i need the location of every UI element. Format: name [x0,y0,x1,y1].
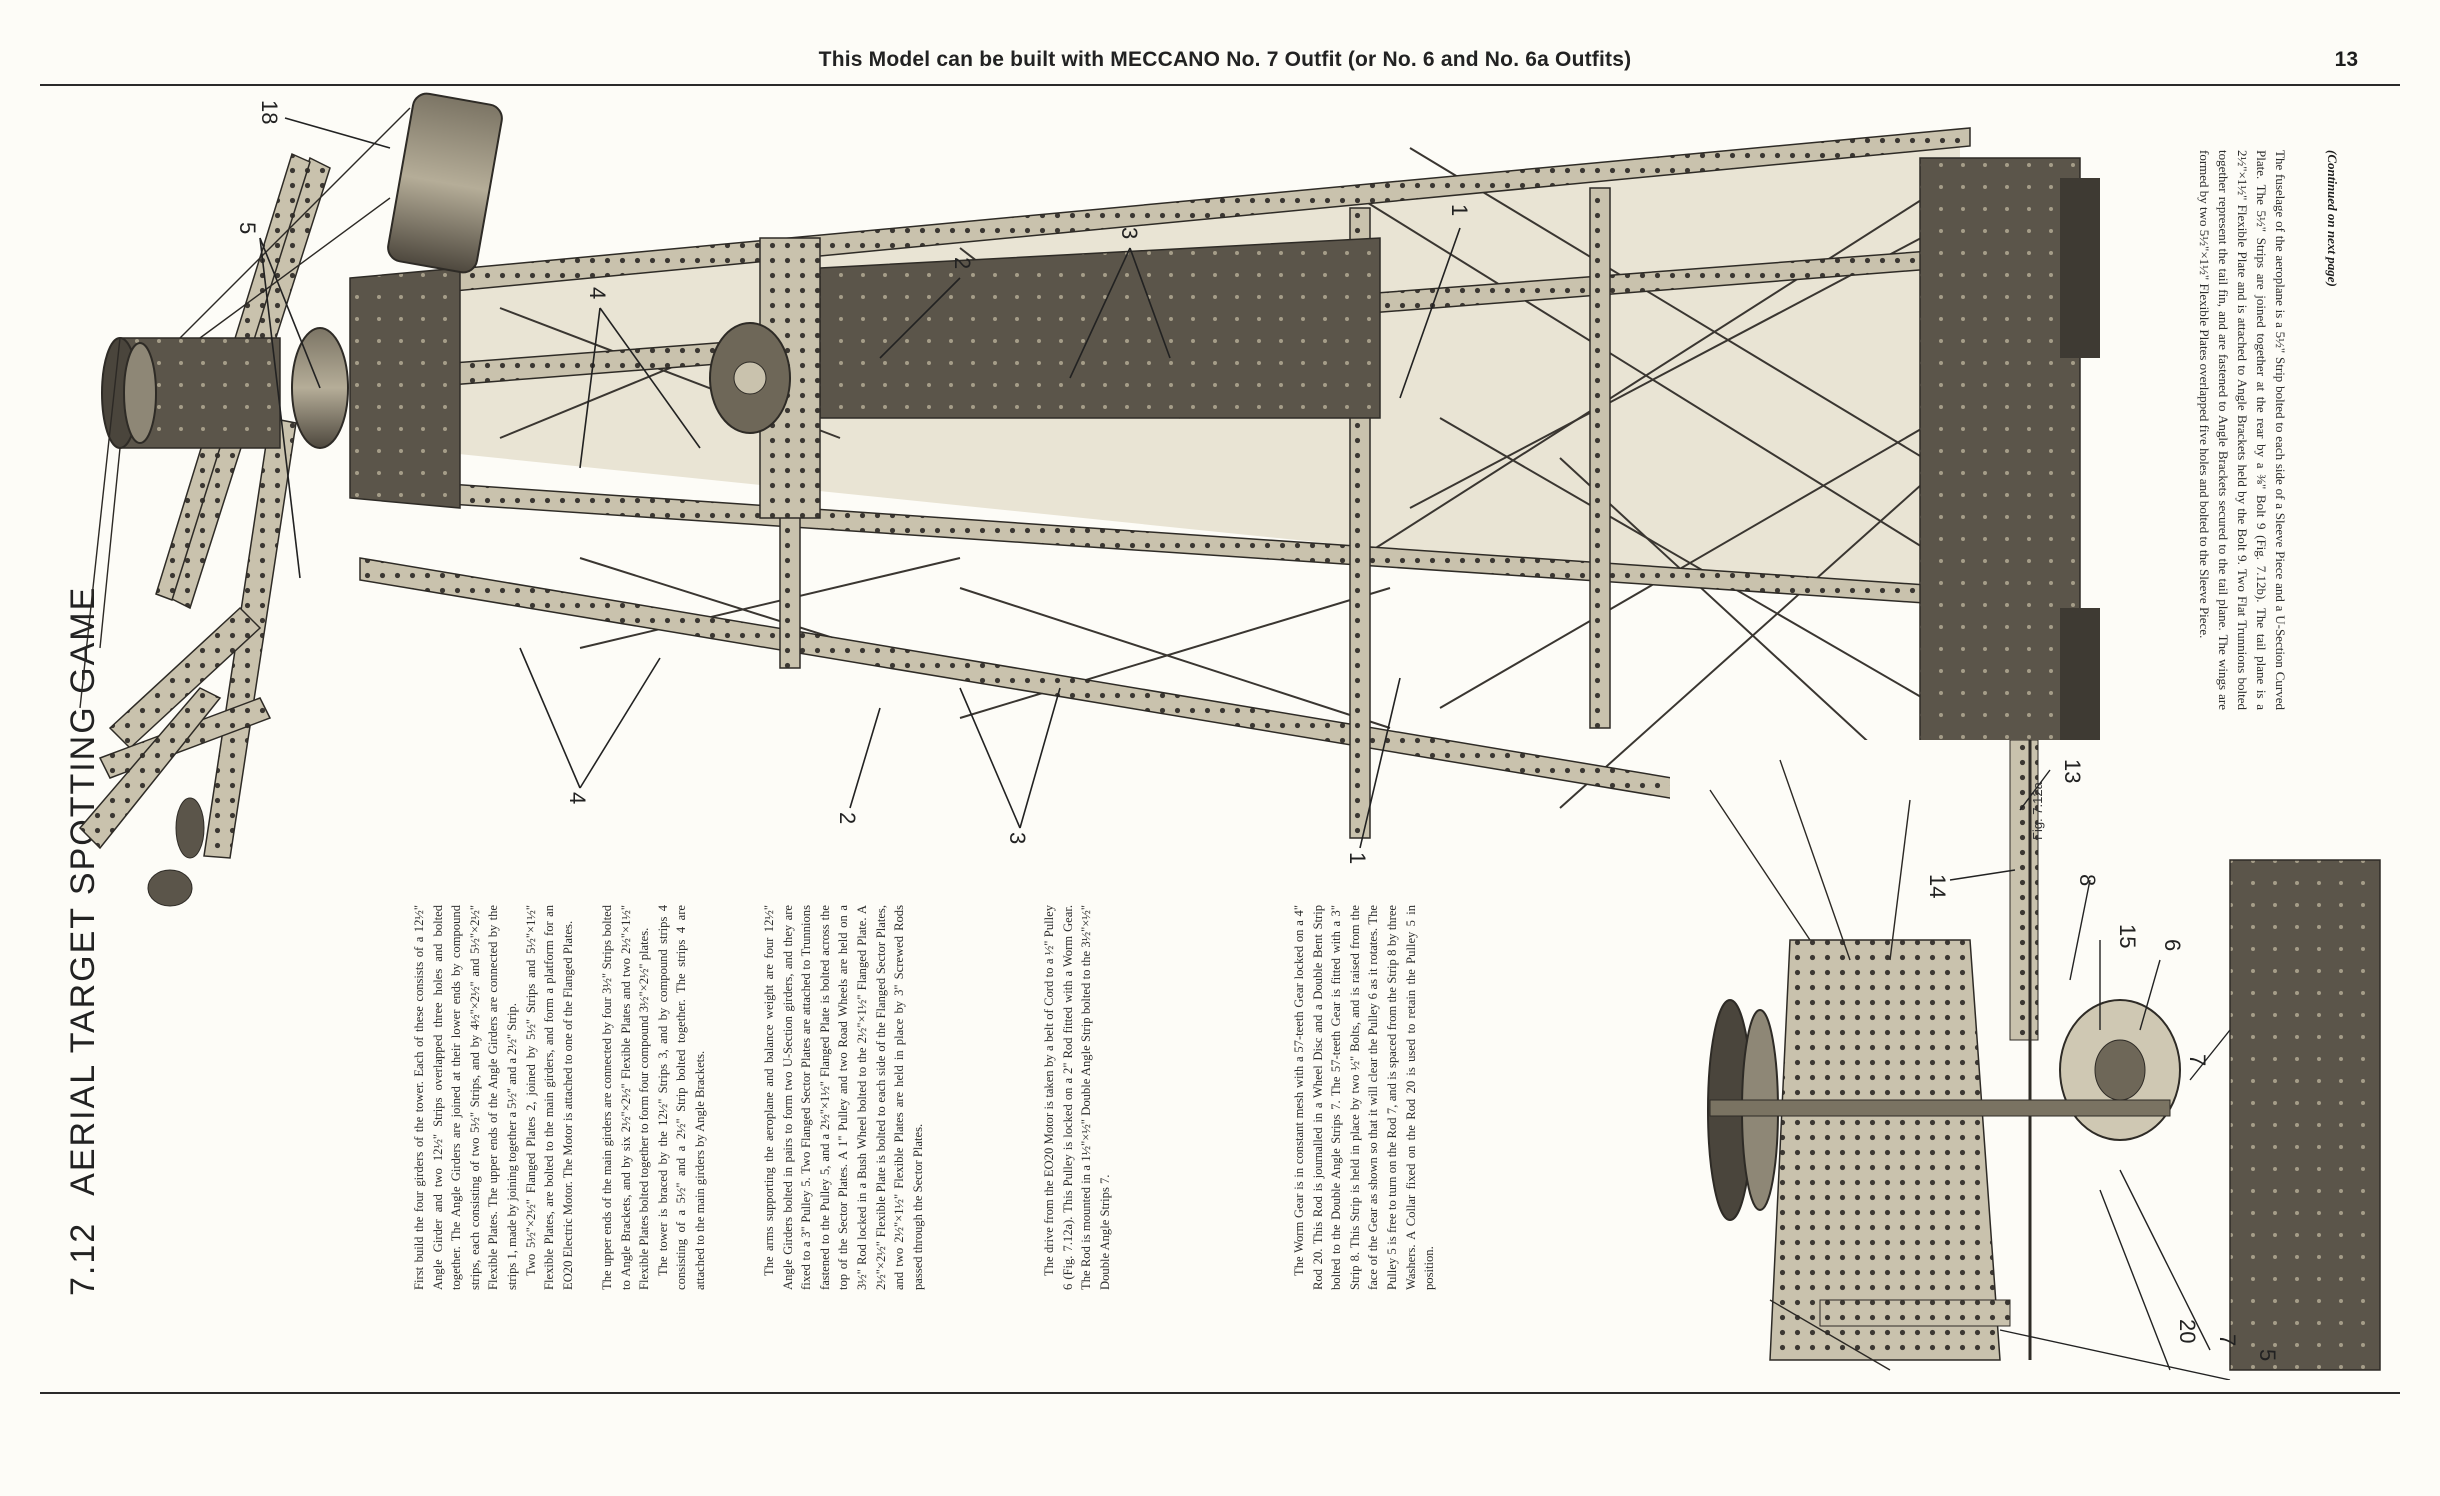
paragraph: The tower is braced by the 12½" Strips 3, and by compound strips 4 consisting of a 5½" and a 2½" Strip bolted together. The strips 4 are attached to the main girders by Angle Brackets. [655,905,707,1290]
callout-18: 18 [257,100,282,125]
callout-3-top: 3 [1117,227,1142,240]
body-column-3 [760,905,927,1290]
inset-callout-6: 6 [2160,939,2185,952]
tower-head [292,268,460,508]
inset-callout-7-bottom: 7 [2215,1334,2240,1347]
body-column-1 [410,905,577,1290]
paragraph: The upper ends of the main girders are connected by four 3½" Strips bolted to Angle Brackets, and by six 2½"×2½" Flexible Plates and two 2½"×1½" Flexible Plates bolted together to form four compound 3½"×2½" plates. [600,905,652,1290]
model-title: AERIAL TARGET SPOTTING GAME [64,585,102,1196]
fuselage-caption [2195,150,2290,710]
callout-3-bottom: 3 [1005,832,1030,845]
callout-4-top: 4 [585,287,610,300]
inset-callout-13: 13 [2060,759,2085,784]
inset-callout-14: 14 [1925,874,1950,899]
callout-2-top: 2 [950,257,975,270]
paragraph: The arms supporting the aeroplane and balance weight are four 12½" Angle Girders bolted in pairs to form two U-Section girders, and they are fixed to a 3" Pulley 5. Two Flanged Sector Plates are attached to Trunnions fastened to the Pulley 5, and a 2½"×1½" Flanged Plate is bolted across the top of the Sector Plates. A 1" Pulley and two Road Wheels are held on a 3½" Rod locked in a Bush Wheel bolted to the 2½"×1½" Flanged Plate. A 2½"×2½" Flexible Plate is bolted to each side of the Flanged Sector Plates, and two 2½"×1½" Flexible Plates are held in place by 3" Screwed Rods passed through the Sector Plates. [762,905,925,1290]
paragraph: The drive from the EO20 Motor is taken by a belt of Cord to a ½" Pulley 6 (Fig. 7.12a). This Pulley is locked on a 2" Rod fitted with a Worm Gear. The Rod is mounted in a 1½"×½" Double Angle Strip bolted to the 3½"×½" Double Angle Strips 7. [1042,905,1112,1290]
running-header: This Model can be built with MECCANO No. 7 Outfit (or No. 6 and No. 6a Outfits) [818,48,1632,71]
paragraph: Two 5½"×2½" Flanged Plates 2, joined by 5½" Strips and 5½"×1½" Flexible Plates, are bolted to the main girders, and form a platform for an EO20 Electric Motor. The Motor is attached to one of the Flanged Plates. [523,905,575,1290]
callout-5: 5 [235,222,260,235]
inset-callout-8: 8 [2075,874,2100,887]
inset-callout-7-top: 7 [2185,1054,2210,1067]
body-column-2 [598,905,710,1290]
figure-label: Fig. 7.12a [2030,782,2045,840]
header-rule [40,84,2400,86]
footer-rule [40,1392,2400,1394]
model-number: 7.12 [64,1221,102,1296]
paragraph: The Worm Gear is in constant mesh with a 57-teeth Gear locked on a 4" Rod 20. This Rod is journalled in a Wheel Disc and a Double Bent Strip bolted to the Double Angle Strips 7. The 57-teeth Gear is fitted with a 3" Strip 8. This Strip is held in place by two ½" Bolts, and is raised from the face of the Gear as shown so that it will clear the Pulley 6 as it rotates. The Pulley 5 is free to turn on the Rod 7, and is spaced from the Strip 8 by three Washers. A Collar fixed on the Rod 20 is used to retain the Pulley 5 in position. [1292,905,1437,1290]
callout-1-top: 1 [1447,204,1472,217]
callout-2-bottom: 2 [835,812,860,825]
paragraph: First build the four girders of the tower. Each of these consists of a 12½" Angle Girder and two 12½" Strips overlapped three holes and bolted together. The Angle Girders are joined at their lower ends by compound strips, each consisting of two 5½" Strips, and by 4½"×2½" and 5½"×2½" Flexible Plates. The upper ends of the Angle Girders are connected by the strips 1, made by joining together a 5½" and a 2½" Strip. [412,905,519,1290]
caption-text: The fuselage of the aeroplane is a 5½" Strip bolted to each side of a Sleeve Piece and a U-Section Curved Plate. The 5½" Strips are joined together at the rear by a ⅜" Bolt 9 (Fig. 7.12b). The tail plane is a 2½"×1½" Flexible Plate and is attached to Angle Brackets held by the Bolt 9. Two Flat Trunnions bolted together represent the tail fin, and are fastened to Angle Brackets secured to the tail plane. The wings are formed by two 5½"×1½" Flexible Plates overlapped five holes and bolted to the Sleeve Piece. [2197,150,2288,710]
body-column-4 [1040,905,1114,1290]
continued-note: (Continued on next page) [2325,150,2340,287]
callout-4-bottom: 4 [565,792,590,805]
inset-callout-5: 5 [2255,1349,2280,1362]
inset-callout-15: 15 [2115,924,2140,949]
inset-callout-20: 20 [2175,1319,2200,1344]
body-column-5 [1290,905,1439,1290]
callout-1-bottom: 1 [1345,852,1370,865]
page-number: 13 [2334,48,2358,71]
